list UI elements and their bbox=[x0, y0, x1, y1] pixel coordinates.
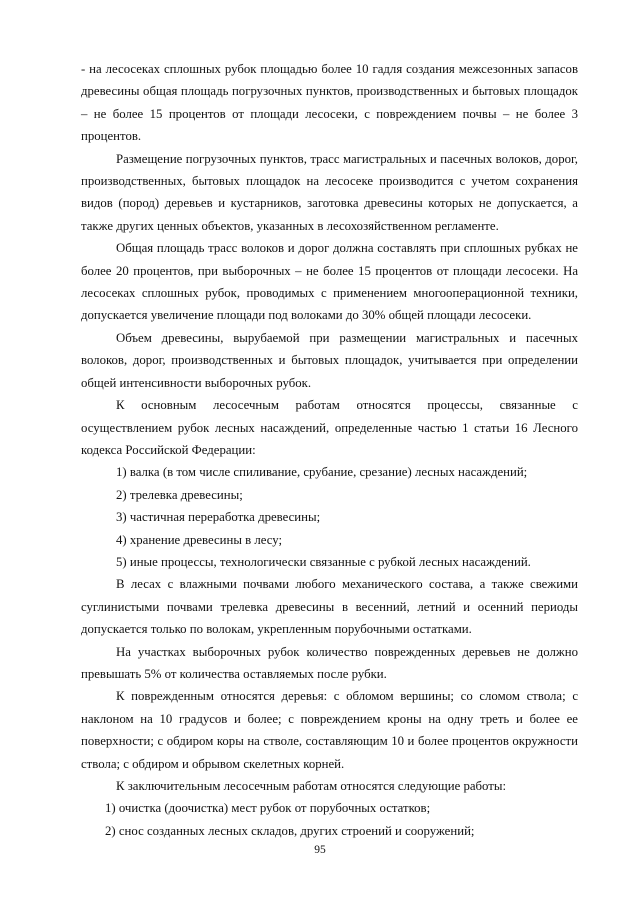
paragraph-damaged-definition: К поврежденным относятся деревья: с обломом вершины; со сломом ствола; с наклоном на 10 градусов и более; с повреждением кроны на одну треть и более ее поверхности; с обдиром коры на стволе, составляющим 10 и более процентов окружности ствола; с обдиром и обрывом скелетных корней. bbox=[81, 689, 578, 771]
list-item: 5) иные процессы, технологически связанные с рубкой лесных насаждений. bbox=[116, 554, 531, 569]
list-item: 1) валка (в том числе спиливание, срубание, срезание) лесных насаждений; bbox=[116, 465, 528, 480]
paragraph-clearcut-areas: - на лесосеках сплошных рубок площадью более 10 гадля создания межсезонных запасов древесины общая площадь погрузочных пунктов, производственных и бытовых площадок – не более 15 процентов от площади лесосеки, с повреждением почвы – не более 3 процентов. bbox=[81, 62, 578, 144]
list-item: 1) очистка (доочистка) мест рубок от порубочных остатков; bbox=[105, 801, 431, 816]
paragraph-wood-volume: Объем древесины, вырубаемой при размещении магистральных и пасечных волоков, дорог, производственных и бытовых площадок, учитывается при определении общей интенсивности выборочных рубок. bbox=[81, 330, 578, 390]
page-number: 95 bbox=[314, 844, 326, 856]
list-item: 3) частичная переработка древесины; bbox=[116, 510, 321, 525]
paragraph-placement: Размещение погрузочных пунктов, трасс магистральных и пасечных волоков, дорог, производственных, бытовых площадок на лесосеке производится с учетом сохранения видов (пород) деревьев и кустарников, заготовка древесины которых не допускается, а также других ценных объектов, указанных в лесохозяйственном регламенте. bbox=[81, 151, 578, 233]
list-item: 2) снос созданных лесных складов, других строений и сооружений; bbox=[105, 823, 475, 838]
paragraph-main-works: К основным лесосечным работам относятся процессы, связанные с осуществлением рубок лесных насаждений, определенные частью 1 статьи 16 Лесного кодекса Российской Федерации: bbox=[81, 398, 578, 457]
paragraph-final-works: К заключительным лесосечным работам относятся следующие работы: bbox=[116, 779, 507, 793]
list-item: 2) трелевка древесины; bbox=[116, 487, 243, 502]
paragraph-total-area: Общая площадь трасс волоков и дорог должна составлять при сплошных рубках не более 20 процентов, при выборочных – не более 15 процентов от площади лесосеки. На лесосеках сплошных рубок, проводимых с применением многооперационной техники, допускается увеличение площади под волоками до 30% общей площади лесосеки. bbox=[81, 241, 578, 323]
list-item: 4) хранение древесины в лесу; bbox=[116, 532, 283, 547]
paragraph-damaged-limit: На участках выборочных рубок количество поврежденных деревьев не должно превышать 5% от количества оставляемых после рубки. bbox=[81, 644, 578, 681]
document-body bbox=[81, 58, 578, 842]
paragraph-wet-soils: В лесах с влажными почвами любого механического состава, а также свежими суглинистыми почвами трелевка древесины в весенний, летний и осенний периоды допускается только по волокам, укрепленным порубочными остатками. bbox=[81, 577, 578, 637]
